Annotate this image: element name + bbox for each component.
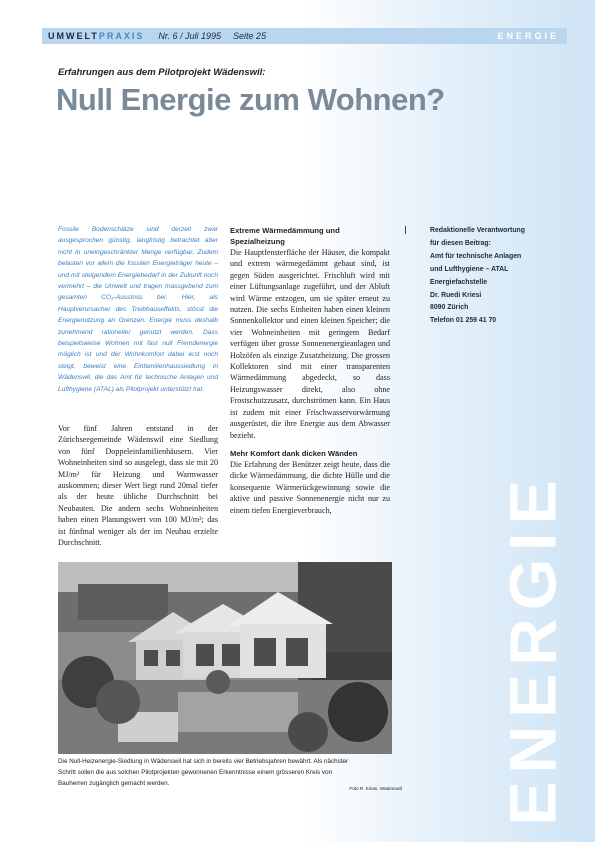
page-number: Seite 25 (233, 31, 267, 41)
sidebox-line: 8090 Zürich (430, 304, 469, 312)
responsibility-box (430, 225, 580, 328)
article-column2 (230, 225, 390, 516)
article-body-column1: Vor fünf Jahren entstand in der Zürichseegemeinde Wädenswil eine Siedlung von fünf Doppeleinfamilienhäusern. Vier Wohneinheiten sind so ausgelegt, dass sie mit 20 MJ/m² für Heizung und Warmwasser auskommen; dieser Wert liegt rund 20mal tiefer als der heute übliche Durchschnitt bei Neubauten. Die andern sechs Wohneinheiten haben einen Planungswert von 100 MJ/m²; das ist fünfmal weniger als der im Neubau erzielte Durchschnitt. (58, 424, 218, 548)
sidebox-line: Redaktionelle Verantwortung (430, 227, 525, 234)
subhead-komfort: Mehr Komfort dank dicken Wänden (230, 448, 358, 458)
column-divider (405, 226, 406, 234)
article-lead: Fossile Bodenschätze sind derzeit zwar ausgesprochen günstig, langfristig betrachtet aber nicht in uneingeschränkter Menge verfügbar. Zudem belasten vor allem die fossilen Energieträger heute – und mit steigendem Energiebedarf in der Zukunft noch vermehrt – die Umwelt und tragen massgebend zum gesamten CO₂-Ausstoss bei. Hier, als Hauptverursacher des Treibhauseffekts, stösst die Energienutzung an Grenzen. Energie muss deshalb zunehmend rationeller genutzt werden. Dass beispielsweise Wohnen mit fast null Fremdenergie möglich ist und der Wohnkomfort dabei erst noch steigt, beweist eine Einfamilienhaussiedlung in Wädenswil, die das Amt für technische Anlagen und Lufthygiene (ATAL) als Pilotprojekt unterstützt hat. (58, 226, 218, 393)
article-kicker: Erfahrungen aus dem Pilotprojekt Wädenswil: (58, 67, 266, 78)
sidebox-line: Telefon 01 259 41 70 (430, 317, 497, 325)
issue-number: Nr. 6 / Juli 1995 (158, 31, 222, 41)
vertical-section-label (496, 471, 571, 826)
sidebox-line: und Lufthygiene – ATAL (430, 265, 509, 273)
brand-umwelt: UMWELT (48, 31, 99, 41)
article-body-column2-continued: Die Erfahrung der Benützer zeigt heute, dass die dicke Wärmedämmung, die dichte Hülle und die konsequente Wärmerückgewinnung sowie die aktive und passive Sonnenenergie nicht nur zu einem tiefen Energieverbrauch, (230, 459, 390, 515)
settlement-photo (58, 562, 392, 754)
subhead-waermedaemmung: Extreme Wärmedämmung und Spezialheizung (230, 226, 340, 246)
brand-praxis: PRAXIS (98, 31, 145, 41)
header-bar (42, 28, 567, 44)
settlement-photo-illustration (58, 562, 392, 754)
vertical-section-label-text: ENERGIE (496, 471, 571, 826)
section-tag: ENERGIE (497, 31, 559, 41)
sidebox-line: Dr. Ruedi Kriesi (430, 291, 482, 299)
photo-caption: Die Null-Heizenergie-Siedlung in Wädenswil hat sich in bereits vier Betriebsjahren bewährt. Als nächster Schritt sollen die aus solchen Pilotprojekten gewonnenen Erkenntnisse einem grösseren Kreis von Bauherren zugänglich gemacht werden. (58, 758, 349, 787)
article-title: Null Energie zum Wohnen? (56, 82, 445, 117)
article-body-column2: Die Hauptfensterfläche der Häuser, die kompakt und extrem wärmegedämmt gebaut sind, ist gegen Süden ausgerichtet. Frischluft wird mit einer Lüftungsanlage zugeführt, und der Abluft wird Wärme entzogen, um sie später erneut zu nutzen. Die sechs Einheiten haben einen kleinen Sonnenkollektor und einen kleinen Speicher; die vier Wohneinheiten mit geringem Bedarf verfügen über grosse Sonnenenergieanlagen und Holzöfen als einzige Zusatzheizung. Die grossen Kollektoren sind mit einer transparenten Wärmedämmung abgedeckt, so dass Heizungswasser direkt, also ohne Frostschutzzusatz, durchströmen kann. Ein Haus ist zudem mit einer Frischwasservorwärmung ausgerüstet, die ihre Energie aus dem Abwasser bezieht. (230, 248, 390, 440)
sidebox-line: für diesen Beitrag: (430, 239, 491, 247)
sidebox-line: Amt für technische Anlagen (430, 252, 522, 260)
sidebox-line: Energiefachstelle (430, 278, 488, 286)
photo-credit: Foto R. Kriesi, Wädenswil (349, 786, 402, 791)
